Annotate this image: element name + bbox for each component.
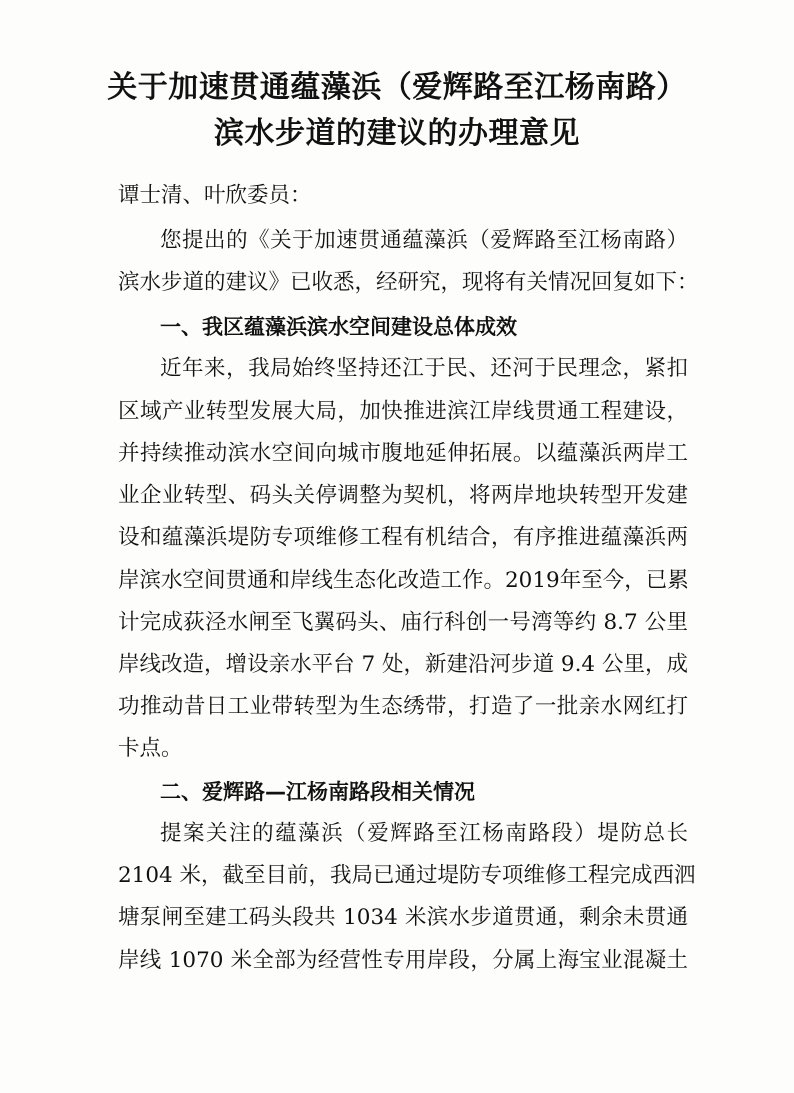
paragraph-line: 区域产业转型发展大局，加快推进滨江岸线贯通工程建设， bbox=[118, 399, 688, 424]
section-1-heading: 一、我区蕴藻浜滨水空间建设总体成效 bbox=[160, 315, 517, 339]
paragraph-line: 岸滨水空间贯通和岸线生态化改造工作。2019年至今，已累 bbox=[118, 568, 689, 593]
paragraph-line: 功推动昔日工业带转型为生态绣带，打造了一批亲水网红打 bbox=[118, 694, 688, 719]
paragraph-line: 卡点。 bbox=[118, 736, 183, 761]
salutation: 谭士清、叶欣委员： bbox=[118, 183, 312, 208]
paragraph-line: 计完成荻泾水闸至飞翼码头、庙行科创一号湾等约 8.7 公里 bbox=[118, 610, 688, 635]
paragraph-line: 并持续推动滨水空间向城市腹地延伸拓展。以蕴藻浜两岸工 bbox=[118, 441, 688, 466]
paragraph-line: 塘泵闸至建工码头段共 1034 米滨水步道贯通，剩余未贯通 bbox=[118, 905, 688, 930]
intro-line: 您提出的《关于加速贯通蕴藻浜（爱辉路至江杨南路） bbox=[160, 228, 688, 253]
paragraph-line: 岸线 1070 米全部为经营性专用岸段，分属上海宝业混凝土 bbox=[118, 948, 688, 973]
section-2-heading: 二、爱辉路—江杨南路段相关情况 bbox=[160, 780, 475, 804]
paragraph-line: 业企业转型、码头关停调整为契机，将两岸地块转型开发建 bbox=[118, 483, 688, 508]
paragraph-line: 提案关注的蕴藻浜（爱辉路至江杨南路段）堤防总长 bbox=[160, 821, 688, 846]
document-title-line-1: 关于加速贯通蕴藻浜（爱辉路至江杨南路） bbox=[107, 70, 687, 105]
paragraph-line: 近年来，我局始终坚持还江于民、还河于民理念，紧扣 bbox=[160, 356, 688, 381]
paragraph-line: 岸线改造，增设亲水平台 7 处，新建沿河步道 9.4 公里，成 bbox=[118, 652, 688, 677]
paragraph-line: 2104 米，截至目前，我局已通过堤防专项维修工程完成西泗 bbox=[118, 863, 696, 888]
paragraph-line: 设和蕴藻浜堤防专项维修工程有机结合，有序推进蕴藻浜两 bbox=[118, 525, 688, 550]
document-title-line-2: 滨水步道的建议的办理意见 bbox=[214, 116, 580, 151]
intro-line: 滨水步道的建议》已收悉，经研究，现将有关情况回复如下： bbox=[118, 270, 699, 295]
